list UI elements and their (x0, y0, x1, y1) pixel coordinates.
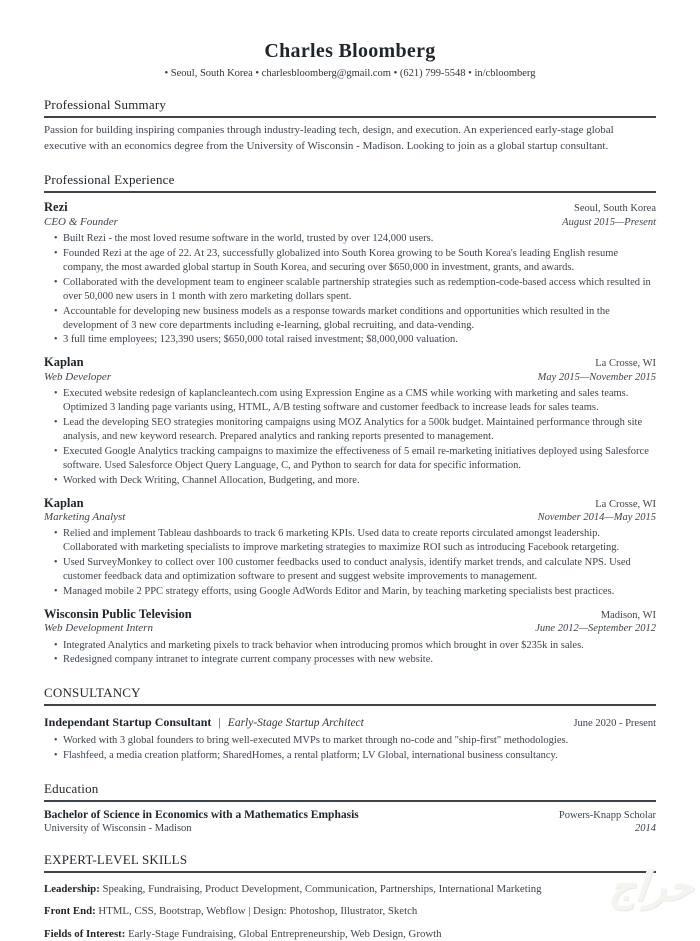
section-education (44, 781, 656, 834)
consultancy-bullets (44, 734, 656, 763)
section-skills (44, 852, 656, 941)
job-title: CEO & Founder (44, 215, 118, 228)
education-entry (44, 809, 656, 834)
skill-text: Speaking, Fundraising, Product Development, Communication, Partnerships, International Marketing (99, 882, 542, 895)
skill-label: Leadership: (44, 882, 100, 895)
section-experience (44, 172, 656, 667)
consultant-subtitle: Early-Stage Startup Architect (227, 717, 364, 730)
job-location: Seoul, South Korea (574, 203, 656, 215)
company-name: Rezi (44, 200, 68, 215)
job-dates: June 2012—September 2012 (535, 623, 656, 635)
bullet-item: • Redesigned company intranet to integrate current company processes with new website. (54, 653, 656, 667)
company-name: Kaplan (44, 495, 84, 510)
experience-heading: Professional Experience (44, 172, 656, 193)
summary-heading: Professional Summary (44, 97, 656, 118)
degree-name: Bachelor of Science in Economics with a Mathematics Emphasis (44, 809, 359, 822)
bullet-item: • Worked with 3 global founders to bring well-executed MVPs to market through no-code and "ship-first" methodologies. (54, 734, 656, 748)
role-separator: | (218, 715, 221, 730)
skill-row-frontend (44, 904, 656, 918)
bullet-item: • Used SurveyMonkey to collect over 100 customer feedbacks used to conduct analysis, identify market trends, and calculate NPS. Used customer feedback data and optimization software to present and suggest website improvements to management. (54, 556, 656, 584)
education-heading: Education (44, 781, 656, 802)
skill-row-leadership (44, 882, 656, 896)
skill-text: HTML, CSS, Bootstrap, Webflow | Design: Photoshop, Illustrator, Sketch (95, 905, 418, 918)
job-location: Madison, WI (600, 609, 656, 621)
bullet-item: • Lead the developing SEO strategies monitoring campaigns using MOZ Analytics for a 500k budget. Maintained performance through site analysis, and new keyword research. Prepared analytics and ranking reports presented to management. (54, 416, 656, 444)
skill-row-interests (44, 927, 656, 941)
haraj-watermark-logo: حراج (607, 864, 697, 910)
job-title: Web Development Intern (44, 622, 153, 635)
section-consultancy (44, 685, 656, 763)
education-award: Powers-Knapp Scholar (558, 810, 656, 822)
bullet-item: • Built Rezi - the most loved resume software in the world, trusted by over 124,000 users. (54, 232, 656, 246)
consultancy-heading: CONSULTANCY (44, 685, 656, 706)
experience-entry-wpt (44, 607, 656, 667)
job-bullets (44, 639, 656, 668)
resume-name: Charles Bloomberg (264, 40, 436, 62)
bullet-item: • Collaborated with the development team to engineer scalable partnership strategies such as redemption-code-based access which resulted in over 50,000 new users in 1 month with zero marketing dollars spent. (54, 276, 656, 304)
section-summary (44, 97, 656, 154)
education-year: 2014 (635, 823, 656, 835)
job-bullets (44, 232, 656, 348)
job-location: La Crosse, WI (595, 358, 656, 370)
summary-text: Passion for building inspiring companies through industry-leading tech, design, and execution. An experienced early-stage global executive with an economics degree from the University of Wisconsin - Madison. Looking to join as a global startup consultant. (44, 124, 614, 152)
experience-entry-kaplan-webdev (44, 355, 656, 487)
job-bullets (44, 527, 656, 599)
company-name: Kaplan (44, 355, 84, 370)
job-title: Web Developer (44, 370, 112, 383)
bullet-item: • 3 full time employees; 123,390 users; $650,000 total raised investment; $8,000,000 valuation. (54, 333, 656, 347)
job-bullets (44, 387, 656, 488)
bullet-item: • Managed mobile 2 PPC strategy efforts, using Google AdWords Editor and Marin, by teaching marketing specialists best practices. (54, 585, 656, 599)
job-location: La Crosse, WI (595, 498, 656, 510)
job-dates: May 2015—November 2015 (537, 371, 656, 383)
consultancy-dates: June 2020 - Present (573, 718, 656, 730)
experience-entry-kaplan-analyst (44, 496, 656, 599)
job-dates: November 2014—May 2015 (537, 512, 656, 524)
bullet-item: • Integrated Analytics and marketing pixels to track behavior when introducing promos which brought in over $235k in sales. (54, 639, 656, 653)
bullet-item: • Flashfeed, a media creation platform; SharedHomes, a rental platform; LV Global, international business consultancy. (54, 749, 656, 763)
job-title: Marketing Analyst (44, 511, 126, 524)
skill-text: Early-Stage Fundraising, Global Entrepreneurship, Web Design, Growth (125, 927, 442, 940)
skill-label: Front End: (44, 905, 96, 918)
consultant-role: Independant Startup Consultant (44, 715, 212, 730)
school-name: University of Wisconsin - Madison (44, 823, 192, 835)
skill-label: Fields of Interest: (44, 927, 126, 940)
skills-heading: EXPERT-LEVEL SKILLS (44, 852, 656, 873)
bullet-item: • Executed website redesign of kaplancleantech.com using Expression Engine as a CMS while working with marketing and sales teams. Optimized 3 landing page variants using, HTML, A/B testing software and customer feedback to increase leads for sales teams. (54, 387, 656, 415)
job-dates: August 2015—Present (562, 216, 656, 228)
contact-line: • Seoul, South Korea • charlesbloomberg@gmail.com • (621) 799-5548 • in/cbloomberg (164, 68, 536, 79)
bullet-item: • Accountable for developing new business models as a response towards market conditions and opportunities which resulted in the development of 3 new core departments including e-learning, global recruiting, and data-vending. (54, 305, 656, 333)
experience-entry-rezi (44, 200, 656, 347)
company-name: Wisconsin Public Television (44, 606, 192, 621)
consultancy-role-line (44, 713, 364, 731)
bullet-item: • Relied and implement Tableau dashboards to track 6 marketing KPIs. Used data to create reports circulated amongst leadership. Collaborated with marketing specialists to improve marketing strategies to maximize ROI such as introducing Facebook retargeting. (54, 527, 656, 555)
bullet-item: • Executed Google Analytics tracking campaigns to maximize the effectiveness of 5 email re-marketing initiatives deployed using Salesforce software. Used Salesforce Object Query Language, C, and Python to search for data for specific information. (54, 445, 656, 473)
bullet-item: • Worked with Deck Writing, Channel Allocation, Budgeting, and more. (54, 474, 656, 488)
bullet-item: • Founded Rezi at the age of 22. At 23, successfully globalized into South Korea growing to be South Korea's leading English resume company, the most awarded global startup in South Korea, and securing over $650,000 in investment, grants, and awards. (54, 247, 656, 275)
